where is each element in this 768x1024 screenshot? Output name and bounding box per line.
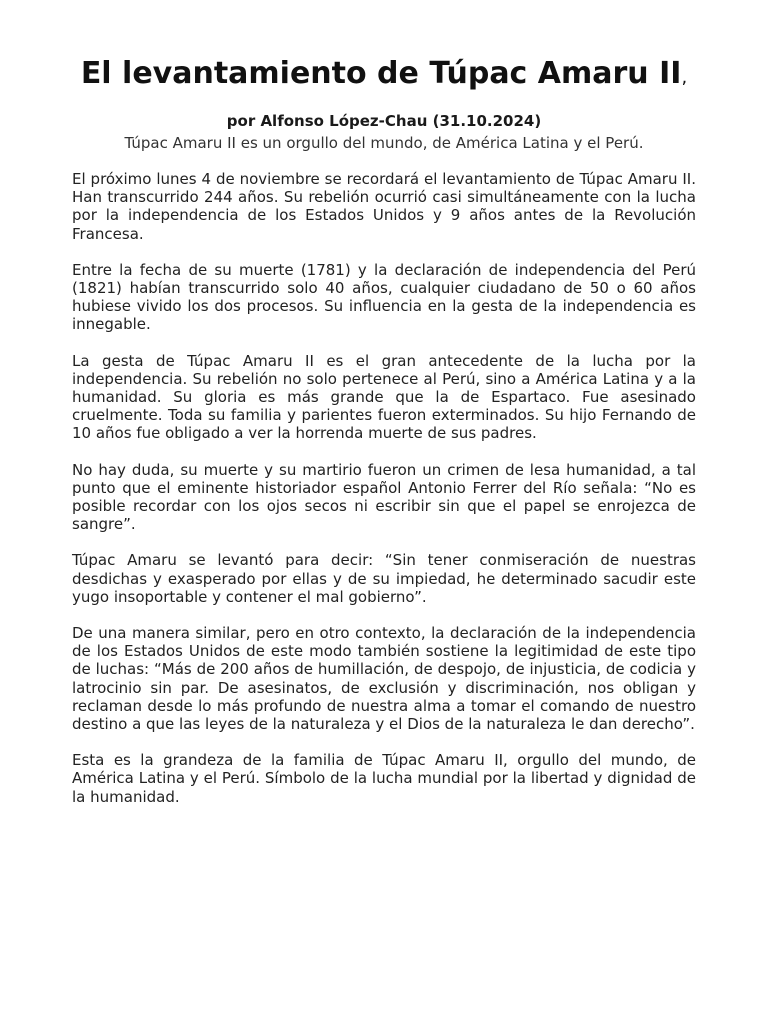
paragraph-2: Entre la fecha de su muerte (1781) y la declaración de independencia del Perú (1821) habían transcurrido solo 40 años, cualquier ciudadano de 50 o 60 años hubiese vivido los dos procesos. Su influencia en la gesta de la independencia es innegable. <box>72 260 696 334</box>
article-title <box>72 52 696 100</box>
article-title-comma: , <box>681 67 688 88</box>
article-body <box>72 170 696 806</box>
paragraph-7: Esta es la grandeza de la familia de Túpac Amaru II, orgullo del mundo, de América Latina y el Perú. Símbolo de la lucha mundial por la libertad y dignidad de la humanidad. <box>72 751 696 806</box>
paragraph-5: Túpac Amaru se levantó para decir: “Sin tener conmiseración de nuestras desdichas y exasperado por ellas y de su impiedad, he determinado sacudir este yugo insoportable y contener el mal gobierno”. <box>72 551 696 606</box>
paragraph-6: De una manera similar, pero en otro contexto, la declaración de la independencia de los Estados Unidos de este modo también sostiene la legitimidad de este tipo de luchas: “Más de 200 años de humillación, de despojo, de injusticia, de codicia y latrocinio sin par. De asesinatos, de exclusión y discriminación, nos obligan y reclaman desde lo más profundo de nuestra alma a tomar el comando de nuestro destino a que las leyes de la naturaleza y el Dios de la naturaleza le dan derecho”. <box>72 624 696 734</box>
paragraph-3: La gesta de Túpac Amaru II es el gran antecedente de la lucha por la independencia. Su rebelión no solo pertenece al Perú, sino a América Latina y a la humanidad. Su gloria es más grande que la de Espartaco. Fue asesinado cruelmente. Toda su familia y parientes fueron exterminados. Su hijo Fernando de 10 años fue obligado a ver la horrenda muerte de sus padres. <box>72 351 696 443</box>
article-title-text: El levantamiento de Túpac Amaru II <box>80 56 682 91</box>
article-subtitle: Túpac Amaru II es un orgullo del mundo, de América Latina y el Perú. <box>124 134 644 152</box>
paragraph-4: No hay duda, su muerte y su martirio fueron un crimen de lesa humanidad, a tal punto que el eminente historiador español Antonio Ferrer del Río señala: “No es posible recordar con los ojos secos ni escribir sin que el papel se enrojezca de sangre”. <box>72 460 696 534</box>
paragraph-1: El próximo lunes 4 de noviembre se recordará el levantamiento de Túpac Amaru II. Han transcurrido 244 años. Su rebelión ocurrió casi simultáneamente con la lucha por la independencia de los Estados Unidos y 9 años antes de la Revolución Francesa. <box>72 170 696 243</box>
article-byline: por Alfonso López-Chau (31.10.2024) <box>226 112 542 130</box>
